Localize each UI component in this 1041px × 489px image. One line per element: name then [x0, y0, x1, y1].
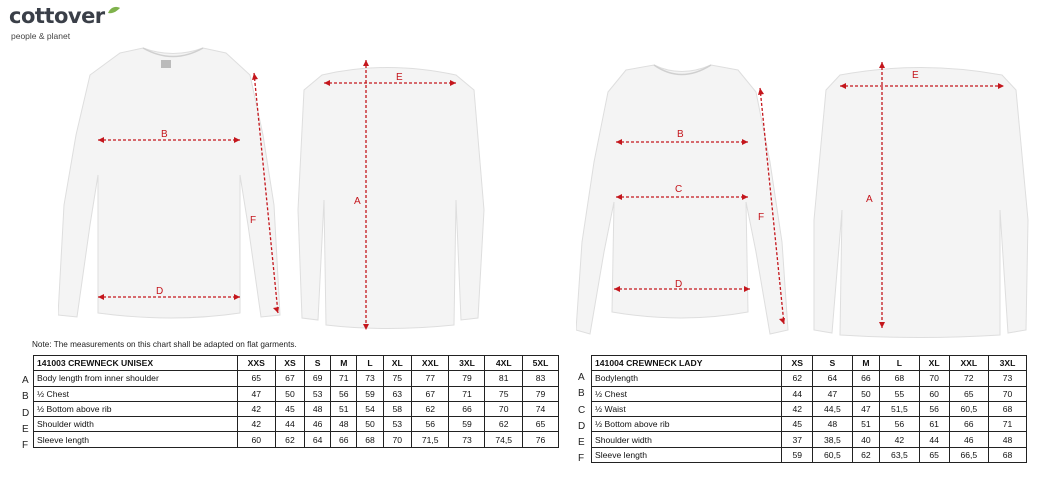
- measurement-value: 65: [522, 417, 558, 432]
- label-f: F: [758, 212, 765, 223]
- brand-name: cottover: [9, 4, 105, 28]
- measurement-value: 83: [522, 371, 558, 386]
- measurement-value: 72: [949, 371, 988, 386]
- measurement-value: 65: [919, 447, 949, 462]
- measurement-value: 48: [331, 417, 357, 432]
- measurement-value: 77: [411, 371, 449, 386]
- measurement-value: 73: [989, 371, 1027, 386]
- measurement-value: 60: [919, 386, 949, 401]
- measurement-value: 50: [275, 386, 304, 401]
- label-d: D: [156, 286, 164, 297]
- measurement-value: 44: [919, 432, 949, 447]
- measurement-value: 76: [522, 432, 558, 447]
- measurement-value: 37: [782, 432, 813, 447]
- measurement-value: 62: [852, 447, 880, 462]
- measurement-label: ½ Bottom above rib: [592, 417, 782, 432]
- measurement-value: 79: [449, 371, 485, 386]
- measurement-value: 60,5: [813, 447, 852, 462]
- size-header: XXL: [949, 356, 988, 371]
- measurement-value: 66,5: [949, 447, 988, 462]
- size-header: XXS: [237, 356, 275, 371]
- size-header: XL: [383, 356, 411, 371]
- measurement-value: 42: [782, 401, 813, 416]
- row-letter: B: [22, 391, 29, 403]
- measurement-value: 47: [852, 401, 880, 416]
- measurement-value: 64: [305, 432, 331, 447]
- unisex-back-garment: [298, 68, 484, 329]
- measurement-value: 50: [852, 386, 880, 401]
- measurement-label: ½ Chest: [34, 386, 238, 401]
- measurement-value: 69: [305, 371, 331, 386]
- table-row: [592, 447, 1027, 462]
- measurement-value: 67: [275, 371, 304, 386]
- measurement-value: 62: [411, 401, 449, 416]
- measurement-value: 55: [880, 386, 919, 401]
- row-letter: D: [578, 420, 586, 432]
- measurement-value: 68: [357, 432, 383, 447]
- table-row: [592, 371, 1027, 386]
- measurement-value: 60,5: [949, 401, 988, 416]
- measurement-value: 73: [449, 432, 485, 447]
- size-header: XL: [919, 356, 949, 371]
- measurement-value: 70: [919, 371, 949, 386]
- measurement-value: 62: [782, 371, 813, 386]
- label-b: B: [677, 129, 684, 140]
- size-header: M: [331, 356, 357, 371]
- size-header: S: [305, 356, 331, 371]
- unisex-front-diagram: [58, 45, 288, 335]
- measurement-value: 53: [383, 417, 411, 432]
- row-letter: E: [22, 423, 29, 435]
- table-row: [592, 432, 1027, 447]
- measurement-value: 48: [989, 432, 1027, 447]
- measurement-value: 75: [383, 371, 411, 386]
- measurement-value: 62: [275, 432, 304, 447]
- unisex-back-diagram: [296, 50, 486, 335]
- measurement-value: 71,5: [411, 432, 449, 447]
- lady-front-garment: [576, 65, 788, 334]
- measurement-label: ½ Bottom above rib: [34, 401, 238, 416]
- measurement-value: 44: [782, 386, 813, 401]
- table-title: 141003 CREWNECK UNISEX: [34, 356, 238, 371]
- measurement-value: 45: [275, 401, 304, 416]
- label-d: D: [675, 279, 683, 290]
- label-c: C: [675, 184, 683, 195]
- label-a: A: [354, 196, 361, 207]
- measurement-value: 81: [485, 371, 523, 386]
- measurement-value: 63,5: [880, 447, 919, 462]
- measurement-value: 70: [989, 386, 1027, 401]
- measurement-value: 68: [880, 371, 919, 386]
- size-header: 5XL: [522, 356, 558, 371]
- size-header: S: [813, 356, 852, 371]
- lady-row-letters: [578, 370, 585, 468]
- row-letter: A: [22, 375, 29, 386]
- measurement-label: Bodylength: [592, 371, 782, 386]
- measurement-value: 44: [275, 417, 304, 432]
- table-row: [592, 386, 1027, 401]
- measurement-value: 51,5: [880, 401, 919, 416]
- table-row: [592, 417, 1027, 432]
- measurement-value: 73: [357, 371, 383, 386]
- measurement-value: 66: [331, 432, 357, 447]
- measurement-value: 40: [852, 432, 880, 447]
- measurement-value: 65: [949, 386, 988, 401]
- size-header: XS: [782, 356, 813, 371]
- measurement-value: 56: [919, 401, 949, 416]
- measurement-value: 60: [237, 432, 275, 447]
- label-e: E: [396, 72, 403, 83]
- measurement-value: 47: [813, 386, 852, 401]
- brand-logo: [9, 4, 129, 44]
- row-letter: E: [578, 437, 585, 449]
- unisex-row-letters: [22, 373, 29, 454]
- measurement-value: 56: [880, 417, 919, 432]
- measurement-value: 61: [919, 417, 949, 432]
- table-row: [34, 432, 559, 447]
- label-e: E: [912, 70, 919, 81]
- measurement-value: 65: [237, 371, 275, 386]
- measurement-value: 48: [305, 401, 331, 416]
- measurement-value: 71: [989, 417, 1027, 432]
- measurement-value: 42: [237, 417, 275, 432]
- measurement-label: Sleeve length: [592, 447, 782, 462]
- size-header: XXL: [411, 356, 449, 371]
- row-letter: A: [578, 372, 585, 383]
- measurement-value: 47: [237, 386, 275, 401]
- measurement-value: 71: [331, 371, 357, 386]
- lady-back-garment: [814, 68, 1028, 338]
- measurement-value: 51: [852, 417, 880, 432]
- measurement-value: 59: [782, 447, 813, 462]
- measurement-value: 62: [485, 417, 523, 432]
- table-row: [34, 386, 559, 401]
- measurement-value: 64: [813, 371, 852, 386]
- table-row: [34, 417, 559, 432]
- measurement-value: 42: [880, 432, 919, 447]
- table-row: [34, 371, 559, 386]
- measurement-label: Body length from inner shoulder: [34, 371, 238, 386]
- measurement-value: 46: [305, 417, 331, 432]
- table-title: 141004 CREWNECK LADY: [592, 356, 782, 371]
- measurement-value: 54: [357, 401, 383, 416]
- row-letter: F: [578, 453, 585, 465]
- measurement-label: Shoulder width: [592, 432, 782, 447]
- table-header-row: [592, 356, 1027, 371]
- measurement-value: 56: [411, 417, 449, 432]
- measurement-value: 59: [449, 417, 485, 432]
- brand-tagline: people & planet: [11, 31, 71, 41]
- lady-back-diagram: [810, 50, 1035, 342]
- measurement-value: 79: [522, 386, 558, 401]
- unisex-front-garment: [58, 48, 280, 318]
- row-letter: D: [22, 407, 30, 419]
- measurement-value: 38,5: [813, 432, 852, 447]
- leaf-icon: [107, 6, 121, 15]
- measurement-value: 66: [449, 401, 485, 416]
- measurement-value: 66: [852, 371, 880, 386]
- measurement-value: 63: [383, 386, 411, 401]
- size-header: 4XL: [485, 356, 523, 371]
- measurement-value: 45: [782, 417, 813, 432]
- size-header: 3XL: [449, 356, 485, 371]
- size-header: L: [880, 356, 919, 371]
- row-letter: B: [578, 388, 585, 400]
- measurement-value: 67: [411, 386, 449, 401]
- measurement-value: 46: [949, 432, 988, 447]
- label-b: B: [161, 129, 168, 140]
- measurement-value: 56: [331, 386, 357, 401]
- size-header: 3XL: [989, 356, 1027, 371]
- row-letter: C: [578, 404, 586, 416]
- measurement-value: 59: [357, 386, 383, 401]
- measurement-value: 53: [305, 386, 331, 401]
- lady-size-table: [591, 355, 1027, 463]
- measurement-value: 58: [383, 401, 411, 416]
- measurement-value: 75: [485, 386, 523, 401]
- unisex-size-table: [33, 355, 559, 448]
- measurement-value: 68: [989, 447, 1027, 462]
- table-row: [34, 401, 559, 416]
- lady-front-diagram: [576, 62, 794, 342]
- table-row: [592, 401, 1027, 416]
- measurement-value: 70: [383, 432, 411, 447]
- table-header-row: [34, 356, 559, 371]
- row-letter: F: [22, 440, 29, 452]
- measurement-value: 68: [989, 401, 1027, 416]
- measurement-note: Note: The measurements on this chart shall be adapted on flat garments.: [32, 340, 297, 349]
- size-header: M: [852, 356, 880, 371]
- measurement-value: 70: [485, 401, 523, 416]
- measurement-value: 71: [449, 386, 485, 401]
- measurement-value: 74: [522, 401, 558, 416]
- label-f: F: [250, 215, 257, 226]
- measurement-value: 50: [357, 417, 383, 432]
- measurement-value: 51: [331, 401, 357, 416]
- measurement-label: ½ Waist: [592, 401, 782, 416]
- measurement-value: 48: [813, 417, 852, 432]
- measurement-value: 66: [949, 417, 988, 432]
- label-a: A: [866, 194, 873, 205]
- measurement-value: 42: [237, 401, 275, 416]
- measurement-label: Sleeve length: [34, 432, 238, 447]
- size-header: XS: [275, 356, 304, 371]
- measurement-value: 74,5: [485, 432, 523, 447]
- measurement-label: Shoulder width: [34, 417, 238, 432]
- measurement-label: ½ Chest: [592, 386, 782, 401]
- measurement-value: 44,5: [813, 401, 852, 416]
- size-header: L: [357, 356, 383, 371]
